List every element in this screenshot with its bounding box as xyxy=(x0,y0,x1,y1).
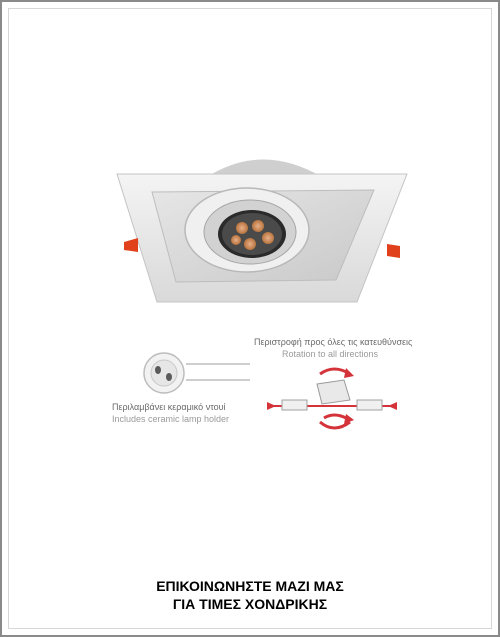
feature-lamp-holder xyxy=(102,342,262,432)
lamp-holder-label-english: Includes ceramic lamp holder xyxy=(112,414,230,424)
contact-line-2: ΓΙΑ ΤΙΜΕΣ ΧΟΝΔΡΙΚΗΣ xyxy=(172,596,328,612)
downlight-product-image xyxy=(112,152,412,312)
ceramic-lamp-holder-icon xyxy=(142,350,252,396)
feature-rotation xyxy=(252,332,413,442)
rotation-diagram-icon xyxy=(262,362,402,437)
rotation-label-greek: Περιστροφή προς όλες τις κατευθύνσεις xyxy=(254,337,413,347)
rotation-label-english: Rotation to all directions xyxy=(282,349,379,359)
card-inner-border xyxy=(8,8,492,629)
wholesale-contact-text xyxy=(2,577,498,613)
contact-line-1: ΕΠΙΚΟΙΝΩΝΗΣΤΕ ΜΑΖΙ ΜΑΣ xyxy=(156,578,344,594)
lamp-holder-label-greek: Περιλαμβάνει κεραμικό ντουί xyxy=(112,402,226,412)
